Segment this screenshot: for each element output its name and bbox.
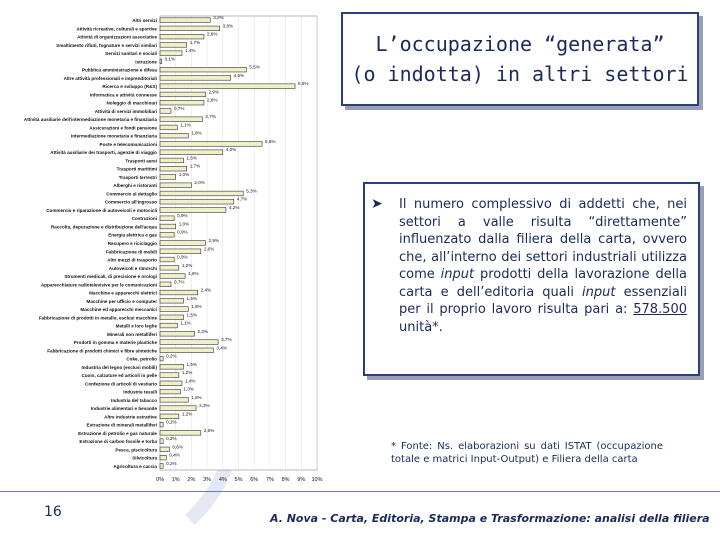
data-label: 0,7% <box>173 279 185 285</box>
bar <box>160 455 166 460</box>
category-label: Coke, petrolio <box>126 356 157 362</box>
x-tick-label: 1% <box>171 477 180 483</box>
data-label: 0,7% <box>173 105 185 111</box>
category-label: Estrazione di carbon fossile e torba <box>79 439 157 445</box>
bar <box>160 224 176 229</box>
data-label: 2,3% <box>199 403 210 409</box>
bar <box>160 257 174 262</box>
bullet-box <box>363 182 700 376</box>
category-label: Recupero e riciclaggio <box>107 241 157 246</box>
bar <box>160 274 185 279</box>
data-label: 6,5% <box>265 138 276 144</box>
category-label: Industrie tessili <box>123 389 157 395</box>
data-label: 0,2% <box>166 460 177 466</box>
data-label: 1,4% <box>184 48 196 54</box>
category-label: Informatica e attività connesse <box>89 92 157 98</box>
data-label: 2,7% <box>205 114 216 120</box>
category-label: Pesca, piscicoltura <box>115 447 157 453</box>
data-label: 1,5% <box>186 361 198 367</box>
category-label: Pubblica amministrazione e difesa <box>81 67 157 73</box>
footer-caption: A. Nova - Carta, Editoria, Stampa e Trasformazione: analisi della filiera <box>270 512 710 525</box>
bar <box>160 117 202 122</box>
category-label: Commercio all'ingrosso <box>104 199 157 205</box>
data-label: 4,7% <box>236 196 248 202</box>
bar <box>160 51 182 56</box>
category-label: Trasporti terrestri <box>118 174 157 180</box>
bar <box>160 133 188 138</box>
bar <box>160 142 262 147</box>
category-label: Silvicoltura <box>132 455 157 461</box>
data-label: 5,3% <box>246 188 257 194</box>
bar <box>160 183 191 188</box>
title-line-2: (o indotta) in altri settori <box>351 62 689 86</box>
category-label: Macchine per ufficio e computer <box>86 298 157 304</box>
data-label: 1,3% <box>183 386 194 392</box>
data-label: 0,2% <box>166 353 177 359</box>
data-label: 1,8% <box>191 130 202 136</box>
bar <box>160 216 174 221</box>
data-label: 1,5% <box>186 155 198 161</box>
data-label: 2,4% <box>200 287 212 293</box>
category-label: Prodotti in gomma e materie plastiche <box>73 340 157 346</box>
data-label: 2,6% <box>203 246 215 252</box>
data-label: 1,2% <box>181 370 193 376</box>
x-tick-label: 2% <box>187 477 196 483</box>
data-label: 1,1% <box>180 320 191 326</box>
bar <box>160 464 163 469</box>
data-label: 3,4% <box>216 345 227 351</box>
category-label: Attività ausiliarie dei trasporti, agenzie di viaggio <box>50 150 157 156</box>
bar <box>160 26 220 31</box>
bar <box>160 439 163 444</box>
category-label: Poste e telecomunicazioni <box>99 141 157 147</box>
x-tick-label: 7% <box>265 477 274 483</box>
bar <box>160 406 196 411</box>
category-label: Fabbricazione di prodotti in metallo, esclusi macchine <box>38 315 157 321</box>
category-label: Energia elettrica e gas <box>108 232 157 238</box>
bar <box>160 398 188 403</box>
data-label: 4,5% <box>233 72 245 78</box>
bullet-text-italic: input <box>582 284 616 300</box>
data-label: 0,9% <box>177 254 188 260</box>
category-label: Attività di servizi immobiliari <box>94 108 157 114</box>
bar <box>160 43 187 48</box>
category-label: Attività di organizzazioni associative <box>77 34 157 40</box>
bar <box>160 208 226 213</box>
category-label: Trasporti aerei <box>125 158 157 164</box>
category-label: Altri mezzi di trasporto <box>107 257 157 263</box>
bar <box>160 356 163 361</box>
category-label: Fabbricazione di prodotti chimici e fibre sintetiche <box>47 348 157 354</box>
footer-divider <box>0 491 720 492</box>
category-label: Attività ricreative, culturali e sportive <box>76 26 157 32</box>
data-label: 0,2% <box>166 436 177 442</box>
bar <box>160 414 179 419</box>
data-label: 2,9% <box>208 89 220 95</box>
bar <box>160 18 210 23</box>
category-label: Metalli e loro leghe <box>115 323 157 329</box>
category-label: Agricoltura e caccia <box>113 463 157 469</box>
bar <box>160 307 188 312</box>
bar <box>160 290 198 295</box>
bar <box>160 34 204 39</box>
data-label: 1,7% <box>189 163 201 169</box>
bar <box>160 381 182 386</box>
bar <box>160 389 180 394</box>
category-label: Intermediazione monetaria e finanziaria <box>70 133 157 139</box>
category-label: Estrazione di petrolio e gas naturale <box>78 430 157 436</box>
category-label: Istruzione <box>135 59 157 65</box>
category-label: Strumenti medicali, di precisione e orologi <box>64 274 157 280</box>
bar <box>160 158 184 163</box>
bar <box>160 323 177 328</box>
bullet-text-part: Il numero complessivo di addetti che, nei settori a valle risulta “direttamente” influenzato dalla filiera della carta, ovvero che, all’interno dei settori industriali utilizza come <box>399 197 687 282</box>
data-label: 0,1% <box>164 56 176 62</box>
data-label: 1,2% <box>181 411 193 417</box>
bar <box>160 125 177 130</box>
category-label: Altre attività professionali e imprenditoriali <box>63 75 157 81</box>
x-tick-label: 8% <box>281 477 290 483</box>
category-label: Altre industrie estrattive <box>104 414 157 420</box>
category-label: Industria del tabacco <box>111 397 157 403</box>
category-label: Noleggio di macchinari <box>106 100 157 106</box>
data-label: 2,2% <box>197 328 209 334</box>
data-label: 1,7% <box>189 39 201 45</box>
source-footnote: * Fonte: Ns. elaborazioni su dati ISTAT (occupazione totale e matrici Input-Output) e Filiera della carta <box>391 441 663 465</box>
category-label: Minerali non metalliferi <box>106 331 157 337</box>
category-label: Servizi sanitari e sociali <box>105 51 157 57</box>
category-label: Attività ausiliarie dell'intermediazione monetaria e finanziaria <box>23 117 157 123</box>
bar <box>160 348 213 353</box>
x-tick-label: 10% <box>311 477 323 483</box>
page-number: 16 <box>44 504 62 520</box>
category-label: Commercio e riparazione di autoveicoli e motocicli <box>46 207 157 213</box>
bullet-text-part: essenziali per il proprio lavoro risulta pari a: <box>399 284 688 317</box>
data-label: 0,2% <box>166 419 177 425</box>
category-label: Estrazione di minerali metalliferi <box>86 422 157 428</box>
bar <box>160 109 171 114</box>
category-label: Macchine e apparecchi elettrici <box>89 290 157 296</box>
bar <box>160 373 179 378</box>
bar <box>160 150 223 155</box>
x-tick-label: 9% <box>297 477 306 483</box>
data-label: 3,8% <box>222 23 234 29</box>
data-label: 5,5% <box>249 64 260 70</box>
data-label: 4,2% <box>228 204 240 210</box>
category-label: Fabbricazione di mobili <box>105 249 157 255</box>
category-label: Alberghi e ristoranti <box>113 183 157 189</box>
bar <box>160 422 163 427</box>
bar <box>160 447 169 452</box>
bullet-text-part: prodotti della lavorazione della carta e dell’editoria quali <box>399 267 687 300</box>
data-label: 1,0% <box>178 221 190 227</box>
data-label: 2,6% <box>203 427 215 433</box>
category-label: Apparecchiature radiotelevisive per le comunicazioni <box>40 282 157 288</box>
data-label: 2,8% <box>206 31 218 37</box>
category-label: Industria del legno (esclusi mobili) <box>81 364 157 370</box>
bar <box>160 265 179 270</box>
category-label: Assicurazioni e fondi pensione <box>89 125 157 131</box>
category-label: Confezione di articoli di vestiario <box>85 381 157 387</box>
bar <box>160 84 295 89</box>
data-label: 1,2% <box>181 262 193 268</box>
total-units-value: 578.500 <box>633 302 687 317</box>
bar <box>160 76 231 81</box>
bar <box>160 282 171 287</box>
category-label: Macchine ed apparecchi meccanici <box>80 307 157 313</box>
data-label: 1,5% <box>186 312 198 318</box>
data-label: 1,8% <box>191 304 202 310</box>
data-label: 2,9% <box>208 238 220 243</box>
bar <box>160 67 246 72</box>
data-label: 2,0% <box>194 180 205 186</box>
bar <box>160 199 234 204</box>
horizontal-bar-chart <box>0 0 330 490</box>
data-label: 4,0% <box>225 147 237 153</box>
data-label: 0,6% <box>172 444 183 450</box>
category-label: Raccolta, depurazione e distribuzione dell'acqua <box>50 224 157 230</box>
x-tick-label: 0% <box>156 477 164 483</box>
category-label: Autoveicoli e rimorchi <box>108 265 157 271</box>
data-label: 1,1% <box>180 122 191 128</box>
bullet-text-part: unità*. <box>399 319 443 335</box>
data-label: 1,4% <box>184 378 196 384</box>
slide-title <box>341 12 699 106</box>
data-label: 3,7% <box>221 337 232 343</box>
category-label: Industrie alimentari e bevande <box>90 406 157 412</box>
bar <box>160 100 204 105</box>
bar <box>160 166 187 171</box>
category-label: Smaltimento rifiuti, fognature e servizi similari <box>56 42 157 48</box>
bar <box>160 241 206 246</box>
bar <box>160 340 218 345</box>
title-line-1: L’occupazione “generata” <box>375 32 665 56</box>
data-label: 0,9% <box>177 229 188 235</box>
bar <box>160 232 174 237</box>
x-tick-label: 3% <box>203 477 212 483</box>
data-label: 0,9% <box>177 213 188 219</box>
bar <box>160 298 184 303</box>
bar <box>160 331 195 336</box>
data-label: 2,8% <box>206 97 218 103</box>
bar <box>160 249 201 254</box>
bar <box>160 175 176 180</box>
category-label: Altri servizi <box>132 18 157 24</box>
x-tick-label: 5% <box>234 477 243 483</box>
bar <box>160 431 201 436</box>
category-label: Ricerca e sviluppo (R&S) <box>102 84 157 90</box>
data-label: 1,8% <box>191 394 202 400</box>
arrow-bullet-icon: ➤ <box>371 196 383 212</box>
data-label: 1,0% <box>178 171 190 177</box>
category-label: Costruzioni <box>131 216 157 222</box>
data-label: 1,5% <box>186 295 198 301</box>
bar <box>160 365 184 370</box>
bar <box>160 315 184 320</box>
category-label: Cuoio, calzature ed articoli in pelle <box>81 373 157 379</box>
category-label: Trasporti marittimi <box>116 166 157 172</box>
bullet-text-italic: input <box>440 267 475 282</box>
x-tick-label: 4% <box>218 477 227 483</box>
category-label: Commercio al dettaglio <box>106 191 157 197</box>
bullet-text <box>399 196 687 336</box>
bar <box>160 92 206 97</box>
x-tick-label: 6% <box>250 477 259 483</box>
data-label: 8,6% <box>298 81 309 87</box>
bar <box>160 59 162 64</box>
bar <box>160 191 243 196</box>
data-label: 0,4% <box>169 452 180 458</box>
data-label: 3,2% <box>213 15 224 21</box>
data-label: 1,6% <box>188 271 199 277</box>
